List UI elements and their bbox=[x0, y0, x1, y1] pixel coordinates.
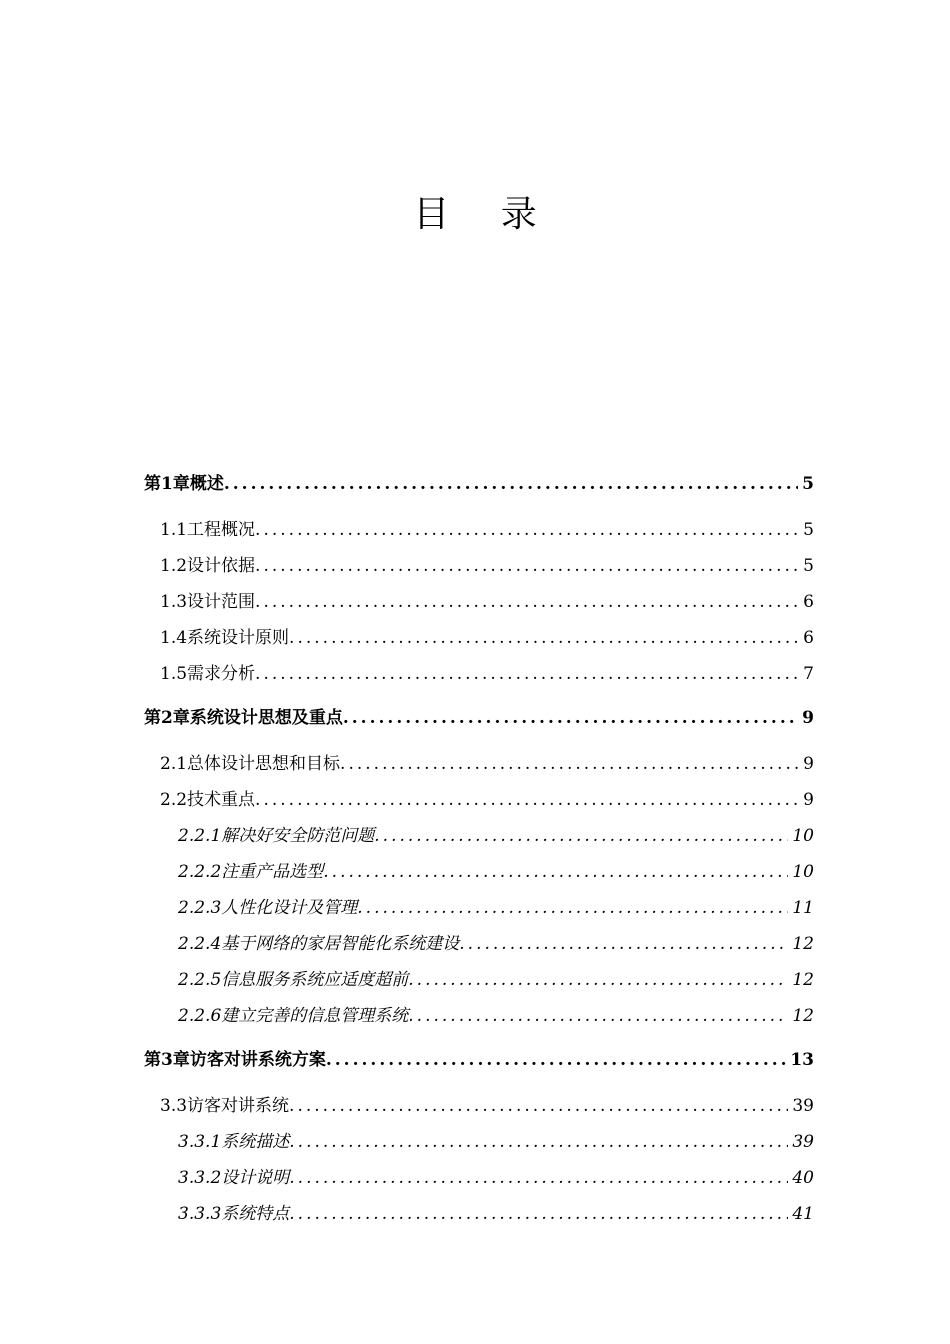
toc-entry-page: 9 bbox=[803, 790, 814, 810]
toc-entry-page: 10 bbox=[792, 826, 814, 846]
dot-leader bbox=[289, 1094, 788, 1118]
toc-entry[interactable] bbox=[178, 968, 814, 992]
toc-entry-page: 5 bbox=[803, 520, 814, 540]
toc-entry-title: 信息服务系统应适度超前 bbox=[221, 970, 409, 990]
toc-entry-number: 1.2 bbox=[160, 556, 188, 576]
dot-leader bbox=[289, 1166, 788, 1190]
toc-entry-number: 第1章 bbox=[144, 474, 190, 494]
toc-entry-number: 2.2.6 bbox=[178, 1006, 222, 1026]
toc-entry-page: 5 bbox=[803, 556, 814, 576]
toc-entry-number: 2.2 bbox=[160, 790, 188, 810]
toc-entry[interactable] bbox=[178, 824, 814, 848]
toc-entry-number: 3.3.1 bbox=[178, 1132, 222, 1152]
toc-entry[interactable] bbox=[144, 472, 814, 496]
toc-entry[interactable] bbox=[178, 1202, 814, 1226]
toc-entry-page: 9 bbox=[802, 708, 814, 728]
dot-leader bbox=[289, 626, 799, 650]
toc-entry[interactable] bbox=[178, 932, 814, 956]
dot-leader bbox=[224, 472, 798, 496]
toc-entry-title: 系统设计思想及重点 bbox=[189, 708, 343, 728]
toc-entry[interactable] bbox=[160, 662, 814, 686]
toc-entry-number: 1.4 bbox=[160, 628, 188, 648]
toc-entry-number: 3.3.2 bbox=[178, 1168, 222, 1188]
dot-leader bbox=[255, 590, 799, 614]
dot-leader bbox=[289, 1130, 788, 1154]
toc-entry-page: 6 bbox=[803, 592, 814, 612]
toc-entry[interactable] bbox=[160, 554, 814, 578]
toc-entry-page: 39 bbox=[792, 1132, 814, 1152]
toc-entry-title: 人性化设计及管理 bbox=[221, 898, 358, 918]
toc-entry-page: 12 bbox=[792, 934, 814, 954]
toc-entry-title: 设计依据 bbox=[187, 556, 256, 576]
dot-leader bbox=[340, 752, 799, 776]
dot-leader bbox=[255, 554, 799, 578]
toc-entry-number: 3.3 bbox=[160, 1096, 188, 1116]
toc-entry-number: 3.3.3 bbox=[178, 1204, 222, 1224]
toc-entry-page: 9 bbox=[803, 754, 814, 774]
toc-entry-title: 系统特点 bbox=[221, 1204, 290, 1224]
toc-entry-title: 概述 bbox=[189, 474, 224, 494]
dot-leader bbox=[289, 1202, 788, 1226]
dot-leader bbox=[357, 896, 788, 920]
toc-entry-page: 12 bbox=[792, 1006, 814, 1026]
toc-entry-title: 注重产品选型 bbox=[221, 862, 324, 882]
toc-entry-title: 工程概况 bbox=[187, 520, 256, 540]
toc-entry[interactable] bbox=[160, 788, 814, 812]
page-title: 目 录 bbox=[413, 194, 557, 235]
toc-entry-number: 2.2.4 bbox=[178, 934, 222, 954]
dot-leader bbox=[343, 706, 798, 730]
toc-entry-page: 11 bbox=[792, 898, 814, 918]
toc-entry[interactable] bbox=[178, 1166, 814, 1190]
toc-entry-number: 1.1 bbox=[160, 520, 188, 540]
toc-entry[interactable] bbox=[160, 1094, 814, 1118]
toc-entry-number: 1.5 bbox=[160, 664, 188, 684]
toc-entry-number: 2.2.1 bbox=[178, 826, 222, 846]
dot-leader bbox=[255, 788, 799, 812]
toc-entry[interactable] bbox=[144, 706, 814, 730]
toc-entry-page: 12 bbox=[792, 970, 814, 990]
toc-entry-number: 1.3 bbox=[160, 592, 188, 612]
toc-entry[interactable] bbox=[178, 1004, 814, 1028]
toc-entry-page: 41 bbox=[792, 1204, 814, 1224]
toc-entry[interactable] bbox=[160, 518, 814, 542]
toc-entry-page: 13 bbox=[790, 1050, 814, 1070]
toc-entry-page: 7 bbox=[803, 664, 814, 684]
toc-entry-page: 10 bbox=[792, 862, 814, 882]
toc-entry-number: 2.2.5 bbox=[178, 970, 222, 990]
dot-leader bbox=[326, 1048, 786, 1072]
toc-entry[interactable] bbox=[144, 1048, 814, 1072]
dot-leader bbox=[408, 1004, 788, 1028]
toc-entry-title: 基于网络的家居智能化系统建设 bbox=[221, 934, 460, 954]
toc-entry[interactable] bbox=[178, 896, 814, 920]
toc-entry-page: 39 bbox=[792, 1096, 814, 1116]
toc-entry-title: 总体设计思想和目标 bbox=[187, 754, 341, 774]
toc-entry-title: 访客对讲系统方案 bbox=[189, 1050, 326, 1070]
toc-entry-number: 2.1 bbox=[160, 754, 188, 774]
toc-entry-title: 需求分析 bbox=[187, 664, 256, 684]
dot-leader bbox=[255, 518, 799, 542]
toc-entry-title: 设计范围 bbox=[187, 592, 256, 612]
toc-entry-page: 6 bbox=[803, 628, 814, 648]
dot-leader bbox=[408, 968, 788, 992]
toc-entry-number: 2.2.2 bbox=[178, 862, 222, 882]
toc-entry-title: 系统设计原则 bbox=[187, 628, 290, 648]
toc-entry-title: 技术重点 bbox=[187, 790, 256, 810]
dot-leader bbox=[323, 860, 788, 884]
toc-entry[interactable] bbox=[160, 626, 814, 650]
dot-leader bbox=[255, 662, 799, 686]
toc-entry-title: 系统描述 bbox=[221, 1132, 290, 1152]
toc-entry-page: 40 bbox=[792, 1168, 814, 1188]
toc-entry-number: 第3章 bbox=[144, 1050, 190, 1070]
toc-entry-number: 第2章 bbox=[144, 708, 190, 728]
dot-leader bbox=[459, 932, 788, 956]
toc-entry-page: 5 bbox=[802, 474, 814, 494]
toc-entry-title: 建立完善的信息管理系统 bbox=[221, 1006, 409, 1026]
toc-entry[interactable] bbox=[160, 752, 814, 776]
toc-entry[interactable] bbox=[178, 1130, 814, 1154]
toc-entry[interactable] bbox=[178, 860, 814, 884]
toc-entry-title: 设计说明 bbox=[221, 1168, 290, 1188]
toc-entry-number: 2.2.3 bbox=[178, 898, 222, 918]
toc-entry[interactable] bbox=[160, 590, 814, 614]
toc-entry-title: 访客对讲系统 bbox=[187, 1096, 290, 1116]
dot-leader bbox=[374, 824, 788, 848]
toc-entry-title: 解决好安全防范问题 bbox=[221, 826, 375, 846]
